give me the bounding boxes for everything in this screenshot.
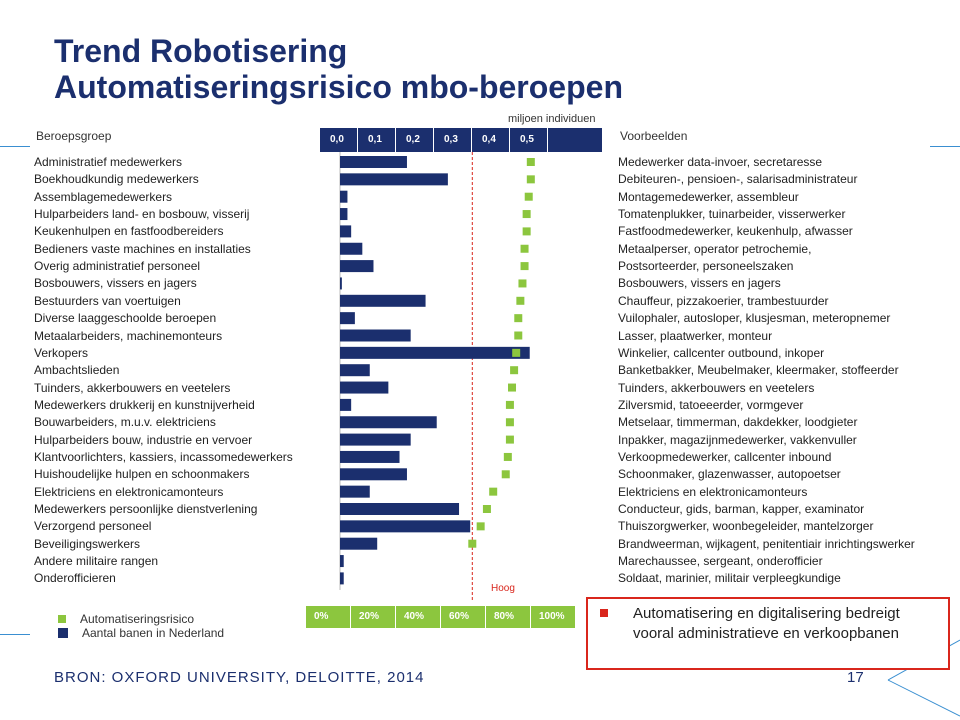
risk-marker	[510, 366, 518, 374]
bottom-axis-tick: 20%	[351, 606, 396, 628]
row-example-label: Medewerker data-invoer, secretaresse	[618, 155, 823, 169]
row-group-label: Onderofficieren	[34, 571, 116, 586]
jobs-bar	[340, 451, 400, 463]
risk-marker	[518, 279, 526, 287]
row-group-label: Bedieners vaste machines en installaties	[34, 241, 251, 256]
row-example-label: Soldaat, marinier, militair verpleegkundige	[618, 571, 841, 586]
row-example-label: Fastfoodmedewerker, keukenhulp, afwasser	[618, 224, 853, 239]
jobs-bar	[340, 243, 362, 255]
row-group-label: Verkopers	[34, 345, 89, 360]
row-example-label: Vuilophaler, autosloper, klusjesman, meteropnemer	[618, 311, 891, 326]
callout-text: Automatisering en digitalisering bedreigt vooral administratieve en verkoopbanen	[633, 605, 900, 642]
jobs-bar	[340, 434, 411, 446]
row-example-label: Postsorteerder, personeelszaken	[618, 259, 794, 274]
risk-marker	[523, 227, 531, 235]
row-group-label: Beveiligingswerkers	[34, 536, 141, 551]
risk-marker	[506, 418, 514, 426]
slide-title-line-2: Automatiseringsrisico mbo-beroepen	[54, 69, 623, 105]
row-group-label: Overig administratief personeel	[34, 259, 201, 274]
row-example-label: Marechaussee, sergeant, onderofficier	[618, 554, 823, 569]
risk-marker	[508, 384, 516, 392]
row-group-label: Diverse laaggeschoolde beroepen	[34, 311, 217, 326]
risk-marker	[523, 210, 531, 218]
bottom-axis	[306, 606, 576, 628]
risk-marker	[521, 245, 529, 253]
jobs-bar	[340, 382, 388, 394]
legend-jobs-swatch	[58, 628, 68, 638]
row-example-label: Inpakker, magazijnmedewerker, vakkenvuller	[618, 432, 857, 447]
top-axis-tick: 0,1	[358, 128, 396, 152]
jobs-bar	[340, 208, 347, 220]
slide-title-line-1: Trend Robotisering	[54, 33, 348, 69]
row-example-label: Tomatenplukker, tuinarbeider, visserwerker	[618, 207, 846, 222]
row-group-label: Assemblagemedewerkers	[34, 189, 173, 204]
row-group-label: Administratief medewerkers	[34, 155, 183, 169]
row-group-label: Huishoudelijke hulpen en schoonmakers	[34, 467, 250, 482]
row-group-label: Hulparbeiders bouw, industrie en vervoer	[34, 432, 253, 447]
jobs-bar	[340, 330, 411, 342]
legend-jobs-label: Aantal banen in Nederland	[82, 626, 225, 640]
risk-marker	[514, 314, 522, 322]
row-group-label: Bouwarbeiders, m.u.v. elektriciens	[34, 415, 216, 430]
bottom-axis-tick: 0%	[306, 606, 351, 628]
risk-marker	[489, 488, 497, 496]
risk-marker	[516, 297, 524, 305]
jobs-bar	[340, 173, 448, 185]
row-example-label: Debiteuren-, pensioen-, salarisadministrateur	[618, 172, 858, 187]
risk-marker	[527, 158, 535, 166]
risk-marker	[477, 522, 485, 530]
jobs-bar	[340, 260, 373, 272]
row-example-label: Verkoopmedewerker, callcenter inbound	[618, 449, 832, 464]
row-example-label: Winkelier, callcenter outbound, inkoper	[618, 345, 825, 360]
row-group-label: Hulparbeiders land- en bosbouw, visserij	[34, 207, 250, 222]
source-footer: BRON: OXFORD UNIVERSITY, DELOITTE, 2014	[54, 669, 425, 686]
top-axis-tick: 0,0	[320, 128, 358, 152]
row-example-label: Schoonmaker, glazenwasser, autopoetser	[618, 467, 841, 482]
row-example-label: Metaalperser, operator petrochemie,	[618, 241, 812, 256]
legend-risk	[58, 612, 194, 626]
risk-marker	[521, 262, 529, 270]
bottom-axis-tick: 60%	[441, 606, 486, 628]
row-example-label: Metselaar, timmerman, dakdekker, loodgieter	[618, 415, 858, 430]
row-group-label: Verzorgend personeel	[34, 519, 152, 534]
risk-marker	[468, 540, 476, 548]
risk-marker	[525, 193, 533, 201]
row-group-label: Tuinders, akkerbouwers en veetelers	[34, 380, 231, 395]
row-example-label: Montagemedewerker, assembleur	[618, 189, 799, 204]
jobs-bar	[340, 486, 370, 498]
top-axis-tick: 0,4	[472, 128, 510, 152]
jobs-bar	[340, 191, 347, 203]
row-group-label: Keukenhulpen en fastfoodbereiders	[34, 224, 224, 239]
threshold-label: Hoog	[491, 583, 515, 594]
row-example-label: Banketbakker, Meubelmaker, kleermaker, stoffeerder	[618, 363, 899, 378]
top-axis-tick: 0,3	[434, 128, 472, 152]
bottom-axis-tick: 100%	[531, 606, 576, 628]
jobs-bar	[340, 312, 355, 324]
top-axis-unit-label: miljoen individuen	[508, 113, 596, 125]
page-number: 17	[847, 669, 864, 686]
top-axis-tick: 0,5	[510, 128, 548, 152]
column-header-group: Beroepsgroep	[36, 129, 112, 143]
row-example-label: Brandweerman, wijkagent, penitentiair inrichtingswerker	[618, 536, 915, 551]
jobs-bar	[340, 156, 407, 168]
callout-box	[586, 597, 950, 670]
jobs-bar	[340, 416, 437, 428]
top-axis-tick: 0,2	[396, 128, 434, 152]
row-group-label: Boekhoudkundig medewerkers	[34, 172, 199, 187]
row-group-label: Andere militaire rangen	[34, 554, 159, 569]
risk-marker	[483, 505, 491, 513]
row-example-label: Zilversmid, tatoeeerder, vormgever	[618, 397, 804, 412]
jobs-bar	[340, 225, 351, 237]
row-group-label: Ambachtslieden	[34, 363, 120, 378]
row-group-label: Bosbouwers, vissers en jagers	[34, 276, 197, 291]
row-example-label: Tuinders, akkerbouwers en veetelers	[618, 380, 815, 395]
jobs-bar	[340, 468, 407, 480]
jobs-bar	[340, 555, 344, 567]
row-group-label: Klantvoorlichters, kassiers, incassomedewerkers	[34, 449, 293, 464]
risk-marker	[506, 401, 514, 409]
row-example-label: Lasser, plaatwerker, monteur	[618, 328, 773, 343]
risk-marker	[514, 332, 522, 340]
jobs-bar	[340, 503, 459, 515]
row-group-label: Elektriciens en elektronicamonteurs	[34, 484, 224, 499]
row-group-label: Medewerkers persoonlijke dienstverlening	[34, 502, 258, 516]
risk-marker	[502, 470, 510, 478]
jobs-bar	[340, 520, 470, 532]
row-example-label: Conducteur, gids, barman, kapper, examinator	[618, 502, 865, 516]
row-group-label: Bestuurders van voertuigen	[34, 293, 181, 308]
row-example-label: Bosbouwers, vissers en jagers	[618, 276, 781, 291]
column-header-examples: Voorbeelden	[620, 129, 688, 143]
legend-risk-label: Automatiseringsrisico	[80, 612, 195, 626]
legend-jobs	[58, 626, 224, 640]
row-example-label: Elektriciens en elektronicamonteurs	[618, 484, 808, 499]
bottom-axis-tick: 40%	[396, 606, 441, 628]
row-example-label: Chauffeur, pizzakoerier, trambestuurder	[618, 293, 829, 308]
row-example-label: Thuiszorgwerker, woonbegeleider, mantelzorger	[618, 519, 874, 534]
risk-marker	[527, 175, 535, 183]
jobs-bar	[340, 347, 530, 359]
bottom-axis-tick: 80%	[486, 606, 531, 628]
jobs-bar	[340, 399, 351, 411]
jobs-bar	[340, 277, 342, 289]
bullet-icon	[600, 609, 608, 617]
legend-risk-swatch	[58, 615, 66, 623]
row-group-label: Metaalarbeiders, machinemonteurs	[34, 328, 223, 343]
jobs-bar	[340, 295, 426, 307]
jobs-bar	[340, 364, 370, 376]
jobs-bar	[340, 572, 344, 584]
risk-marker	[512, 349, 520, 357]
row-group-label: Medewerkers drukkerij en kunstnijverheid	[34, 397, 255, 412]
jobs-bar	[340, 538, 377, 550]
risk-marker	[504, 453, 512, 461]
risk-marker	[506, 436, 514, 444]
